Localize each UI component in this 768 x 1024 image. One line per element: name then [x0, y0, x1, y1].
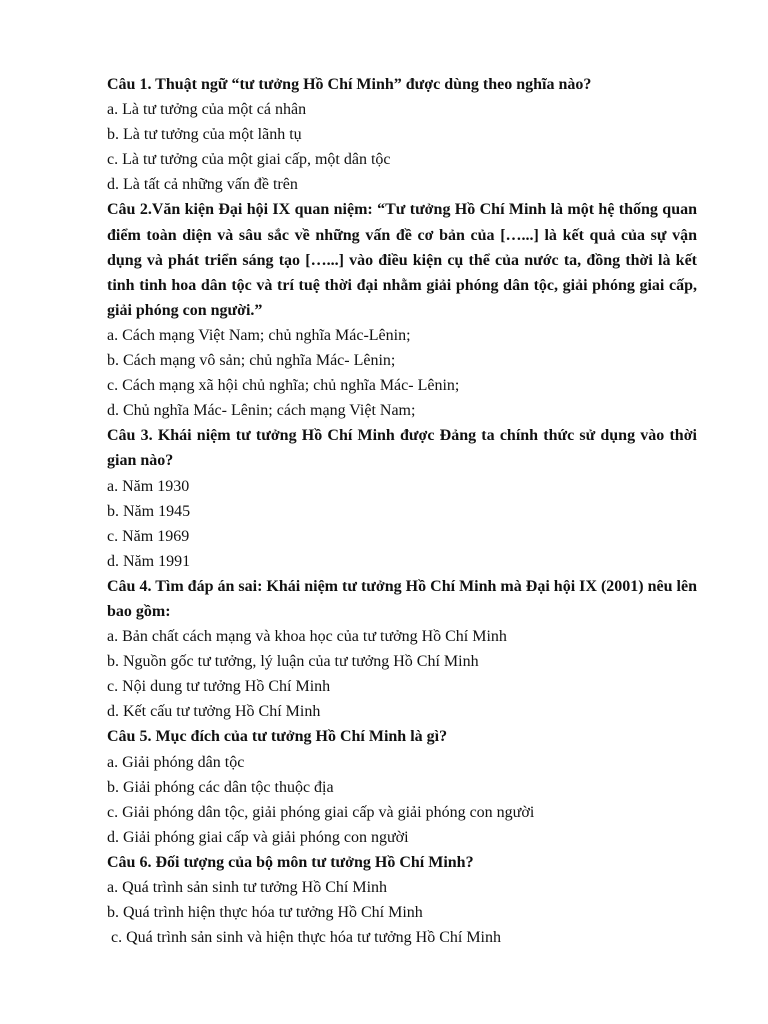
answer-option: d. Kết cấu tư tưởng Hồ Chí Minh	[107, 703, 321, 721]
answer-option: a. Cách mạng Việt Nam; chủ nghĩa Mác-Lênin;	[107, 326, 411, 344]
answer-option: b. Nguồn gốc tư tưởng, lý luận của tư tưởng Hồ Chí Minh	[107, 653, 479, 671]
question-title: Câu 5. Mục đích của tư tưởng Hồ Chí Minh là gì?	[107, 728, 448, 746]
question-title: Câu 3. Khái niệm tư tưởng Hồ Chí Minh được Đảng ta chính thức sử dụng vào thời gian nào?	[107, 427, 697, 470]
answer-option: a. Quá trình sản sinh tư tưởng Hồ Chí Minh	[107, 879, 388, 896]
answer-option: d. Chủ nghĩa Mác- Lênin; cách mạng Việt Nam;	[107, 402, 416, 420]
question-3	[107, 423, 697, 574]
question-5	[107, 724, 697, 849]
question-title: Câu 4. Tìm đáp án sai: Khái niệm tư tưởng Hồ Chí Minh mà Đại hội IX (2001) nêu lên bao gồm:	[107, 577, 697, 620]
question-6	[107, 850, 697, 950]
answer-option: a. Là tư tưởng của một cá nhân	[107, 101, 307, 119]
answer-option: d. Giải phóng giai cấp và giải phóng con người	[107, 828, 409, 846]
answer-option: d. Năm 1991	[107, 552, 191, 570]
answer-option: c. Giải phóng dân tộc, giải phóng giai cấp và giải phóng con người	[107, 803, 535, 821]
question-1	[107, 72, 697, 197]
question-2	[107, 197, 697, 423]
answer-option: b. Cách mạng vô sản; chủ nghĩa Mác- Lênin;	[107, 352, 396, 370]
answer-option: b. Năm 1945	[107, 502, 191, 520]
question-title: Câu 1. Thuật ngữ “tư tưởng Hồ Chí Minh” được dùng theo nghĩa nào?	[107, 76, 592, 93]
question-list	[107, 72, 697, 950]
answer-option: a. Năm 1930	[107, 477, 190, 495]
question-title: Câu 2.Văn kiện Đại hội IX quan niệm: “Tư tưởng Hồ Chí Minh là một hệ thống quan điểm toàn diện và sâu sắc về những vấn đề cơ bản của […...] là kết quả của sự vận dụng và phát triển sáng tạo […...] vào điều kiện cụ thể của nước ta, đồng thời là kết tinh tinh hoa dân tộc và trí tuệ thời đại nhằm giải phóng dân tộc, giải phóng giai cấp, giải phóng con người.”	[107, 201, 697, 319]
answer-option: a. Bản chất cách mạng và khoa học của tư tưởng Hồ Chí Minh	[107, 628, 507, 646]
question-title: Câu 6. Đối tượng của bộ môn tư tưởng Hồ Chí Minh?	[107, 853, 474, 871]
question-4	[107, 574, 697, 725]
answer-option: a. Giải phóng dân tộc	[107, 753, 245, 771]
answer-option: c. Năm 1969	[107, 527, 190, 545]
answer-option: c. Là tư tưởng của một giai cấp, một dân tộc	[107, 151, 391, 169]
answer-option: b. Giải phóng các dân tộc thuộc địa	[107, 778, 334, 796]
answer-option: d. Là tất cả những vấn đề trên	[107, 176, 298, 194]
answer-option: b. Quá trình hiện thực hóa tư tưởng Hồ Chí Minh	[107, 904, 423, 922]
answer-option: c. Cách mạng xã hội chủ nghĩa; chủ nghĩa Mác- Lênin;	[107, 377, 460, 395]
answer-option: c. Quá trình sản sinh và hiện thực hóa tư tưởng Hồ Chí Minh	[111, 929, 501, 947]
answer-option: c. Nội dung tư tưởng Hồ Chí Minh	[107, 678, 331, 696]
answer-option: b. Là tư tưởng của một lãnh tụ	[107, 126, 302, 144]
